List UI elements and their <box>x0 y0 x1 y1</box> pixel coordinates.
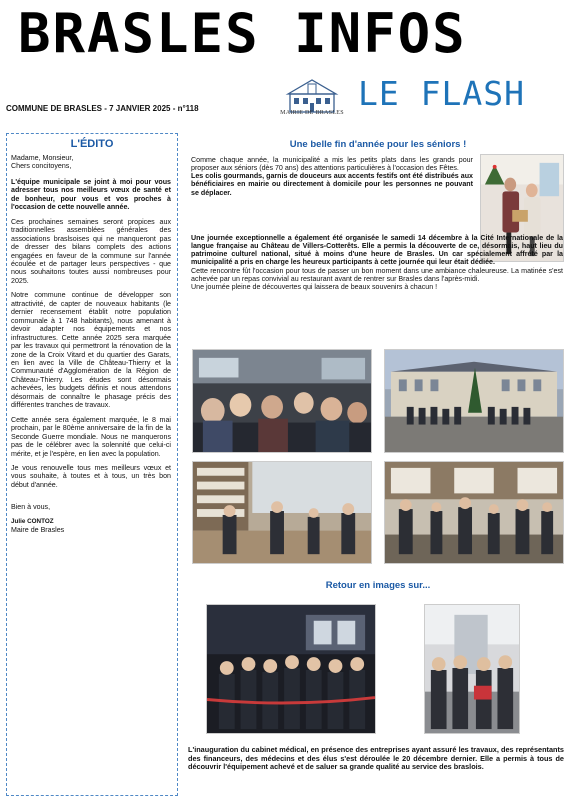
edito-paragraph-4: Cette année sera également marquée, le 8 mai prochain, par le 80ème anniversaire de la fin de la Seconde Guerre mondiale. Nous ne manquerons pas de le célébrer avec la solennité que celui-ci mérite, et je l'espère, en lien avec la population. <box>11 415 171 458</box>
seniors-paragraph-2: Les colis gourmands, garnis de douceurs aux accents festifs ont été distribués aux bénéficiaires en mairie ou directement à domicile pour les personnes ne pouvant se déplacer. <box>191 172 473 197</box>
inauguration-caption: L'inauguration du cabinet médical, en présence des entreprises ayant assuré les travaux, des représentants des financeurs, des médecins et des élus s'est déroulée le 20 décembre dernier. Elle a permis à tous de découvrir l'équipement achevé et de saluer sa grande qualité au service des braslois. <box>188 745 564 772</box>
edito-paragraph-3: Notre commune continue de développer son attractivité, de capter de nouveaux habitants (le dernier recensement établit notre population communale à 1 748 habitants), nous amenant à devoir adapter nos équipements et nos infrastructures. Cette année 2025 sera marquée par les travaux qui permettront la rénovation de la zone de la Croix Vitard et du quartier des Garats, en lien avec la Ville de Château-Thierry et la Communauté d'Agglomération de la Région de Château-Thierry. Les études sont désormais achevées, les budgets définis et nous attendons désormais de connaître le phasage précis des différentes tranches de travaux. <box>11 291 171 410</box>
retour-heading: Retour en images sur... <box>325 580 431 591</box>
masthead <box>8 2 564 65</box>
edito-body <box>11 154 171 535</box>
logo-caption: MAIRIE DE BRASLES <box>280 110 344 116</box>
photo-medical-cabinet <box>424 604 520 734</box>
edito-greeting2: Chers concitoyens, <box>11 162 72 171</box>
seniors-heading: Une belle fin d'année pour les séniors ! <box>289 139 467 150</box>
issue-line: COMMUNE DE BRASLES - 7 JANVIER 2025 - n°118 <box>6 104 199 113</box>
seniors-lead-text <box>191 156 473 197</box>
photo-exhibition-room <box>384 461 564 564</box>
edito-greeting: Madame, Monsieur, <box>11 154 74 162</box>
edito-signer-role: Maire de Brasles <box>11 526 65 535</box>
edito-paragraph-5: Je vous renouvelle tous mes meilleurs vœux et vous souhaite, à toutes et à tous, un très bon début d'année. <box>11 463 171 489</box>
seniors-paragraph-4: Cette rencontre fût l'occasion pour tous de passer un bon moment dans une ambiance chaleureuse. La matinée s'est achevée par un repas convivial au restaurant avant de rentrer sur Brasles dans l'après-midi. <box>191 266 563 283</box>
seniors-body-text <box>191 234 563 291</box>
photo-ribbon-cutting <box>206 604 376 734</box>
seniors-paragraph-3: Une journée exceptionnelle a également été organisée le samedi 14 décembre à la Cité Internationale de la langue française au Château de Villers-Cotterêts. Elle a permis la découverte de ce, désormais, haut lieu du patrimoine culturel national, situé à moins d'une heure de Brasles. Un car spécialement affrété par la municipalité a pris en charge les heureux participants à cette journée qui leur était dédiée. <box>191 234 563 267</box>
edito-paragraph-2: Ces prochaines semaines seront propices aux traditionnelles assemblées générales des associations braslsoises qui ne manqueront pas de dresser des bilans complets des actions engagées en faveur de la commune sur l'année écoulée et de partager leurs perspectives - que nous souhaitons toutes aussi nombreuses pour 2025. <box>11 217 171 285</box>
newsletter-title: BRASLES INFOS <box>18 2 467 65</box>
edito-paragraph-1: L'équipe municipale se joint à moi pour vous adresser tous nos meilleurs vœux de santé et de bonheur, pour vous et vos proches à l'occasion de cette nouvelle année. <box>11 177 171 212</box>
seniors-paragraph-5: Une journée pleine de découvertes qui laissera de beaux souvenirs à chacun ! <box>191 282 438 291</box>
edito-heading: L'ÉDITO <box>70 138 114 150</box>
seniors-paragraph-1: Comme chaque année, la municipalité a mis les petits plats dans les grands pour proposer aux séniors (dès 70 ans) des attentions particulières à l'occasion des Fêtes. <box>191 156 473 173</box>
photo-library-visit <box>192 461 372 564</box>
photo-bus-interior <box>192 349 372 453</box>
edito-closing: Bien à vous, <box>11 503 51 512</box>
edito-signer: Julie CONTOZ <box>11 517 54 525</box>
edito-box <box>6 133 178 796</box>
photo-chateau-courtyard <box>384 349 564 453</box>
newsletter-subtitle: LE FLASH <box>358 74 525 113</box>
